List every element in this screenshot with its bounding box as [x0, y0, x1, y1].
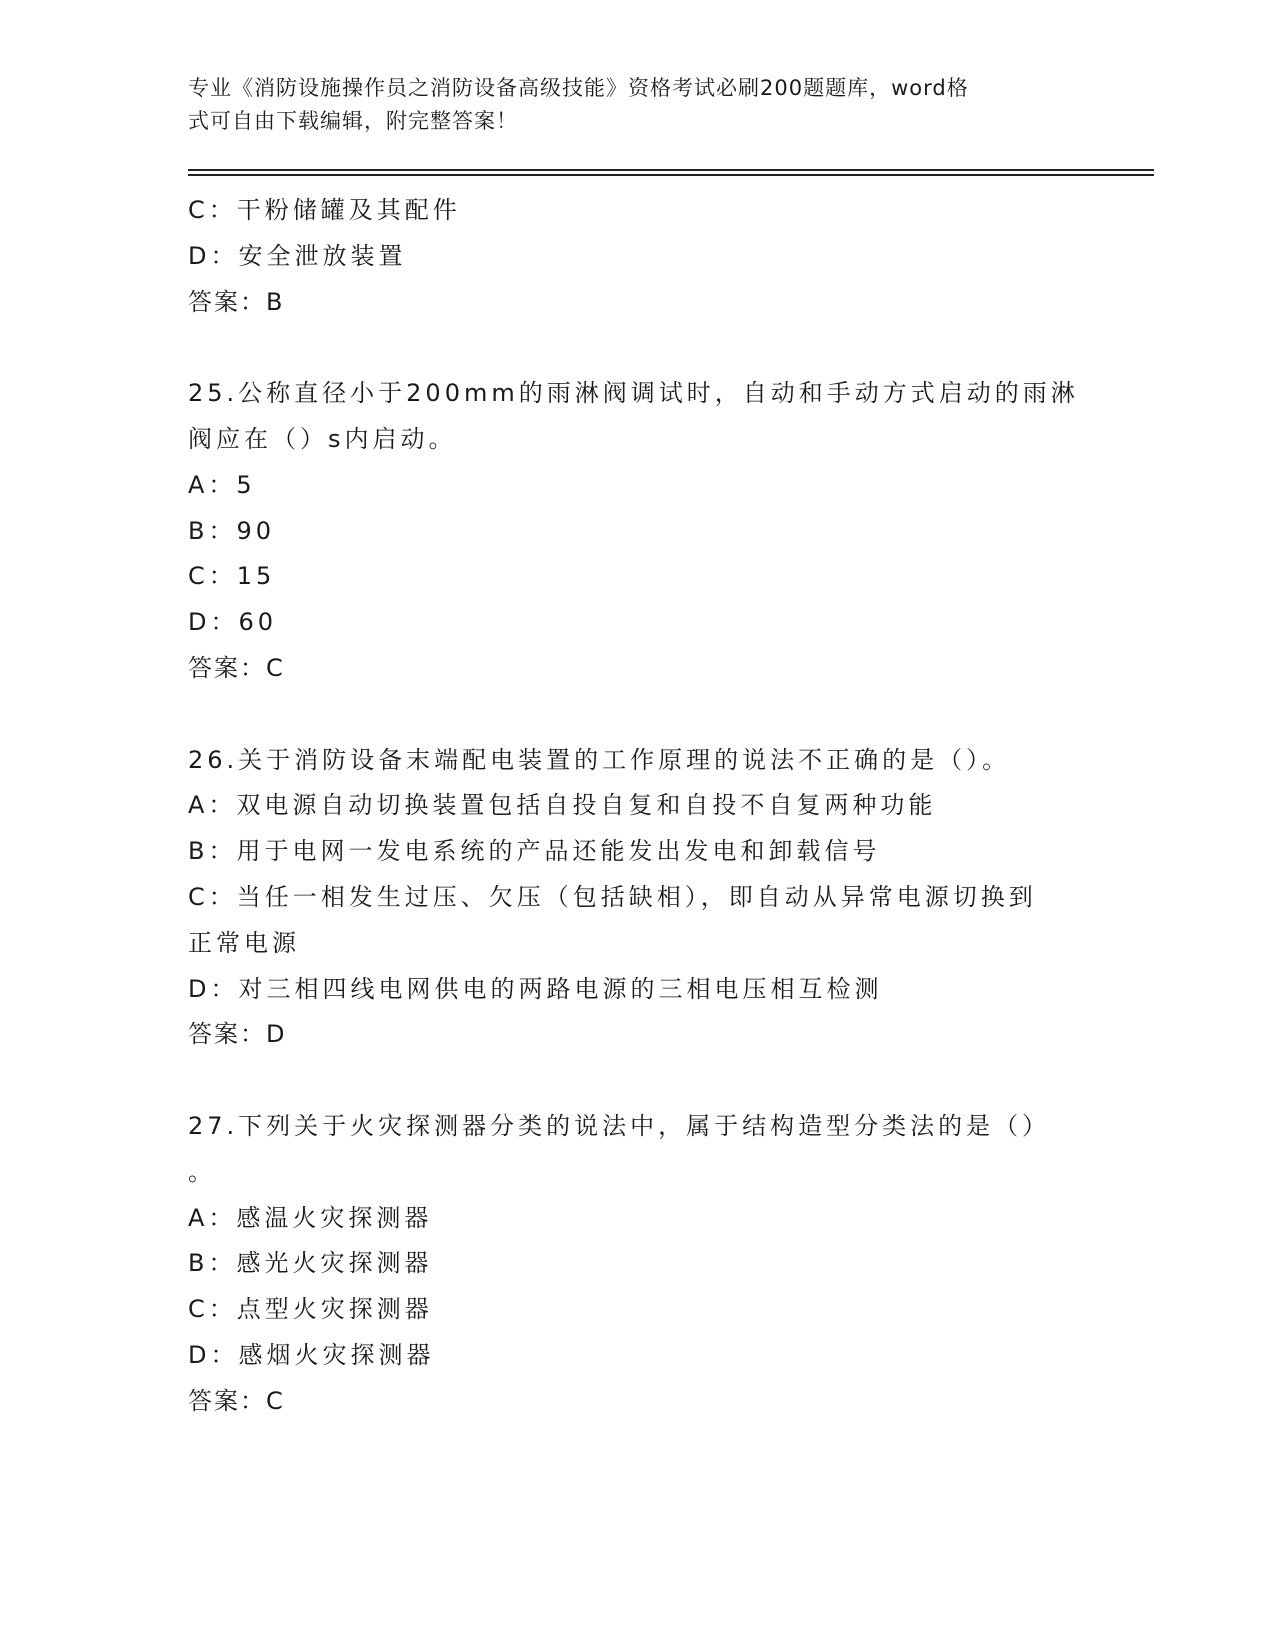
option-d: D：安全泄放装置 — [188, 241, 407, 270]
answer: 答案：C — [188, 653, 285, 682]
option-c: C：当任一相发生过压、欠压（包括缺相），即自动从异常电源切换到 — [188, 882, 1037, 911]
option-a: A：感温火灾探测器 — [188, 1203, 433, 1232]
document-body — [188, 188, 1088, 1425]
spacer — [188, 325, 1088, 371]
question-25 — [188, 371, 1088, 692]
answer: 答案：C — [188, 1386, 285, 1415]
option-b: B：90 — [188, 516, 276, 545]
option-d: D：60 — [188, 608, 278, 637]
header-line-2: 式可自由下载编辑，附完整答案！ — [188, 109, 518, 133]
option-b: B：用于电网一发电系统的产品还能发出发电和卸载信号 — [188, 837, 881, 866]
option-c: C：15 — [188, 562, 276, 591]
header-divider-top — [188, 169, 1154, 171]
option-d: D：感烟火灾探测器 — [188, 1340, 435, 1369]
question-stem: 25.公称直径小于200mm的雨淋阀调试时，自动和手动方式启动的雨淋 — [188, 379, 1079, 408]
question-stem: 。 — [188, 1157, 216, 1186]
option-c: C：干粉储罐及其配件 — [188, 196, 461, 224]
option-b: B：感光火灾探测器 — [188, 1249, 433, 1278]
question-27 — [188, 1104, 1088, 1425]
option-a: A：5 — [188, 470, 256, 499]
question-stem: 26.关于消防设备末端配电装置的工作原理的说法不正确的是（）。 — [188, 745, 1011, 774]
spacer — [188, 1058, 1088, 1104]
question-26 — [188, 738, 1088, 1059]
answer: 答案：D — [188, 1020, 287, 1049]
spacer — [188, 692, 1088, 738]
option-d: D：对三相四线电网供电的两路电源的三相电压相互检测 — [188, 974, 883, 1003]
question-stem: 阀应在（）s内启动。 — [188, 424, 457, 453]
option-c-continued: 正常电源 — [188, 928, 300, 957]
answer: 答案：B — [188, 287, 285, 316]
document-header — [188, 72, 1068, 138]
question-stem: 27.下列关于火灾探测器分类的说法中，属于结构造型分类法的是（） — [188, 1111, 1051, 1140]
previous-question-tail — [188, 188, 1088, 325]
option-a: A：双电源自动切换装置包括自投自复和自投不自复两种功能 — [188, 791, 937, 820]
header-line-1: 专业《消防设施操作员之消防设备高级技能》资格考试必刷200题题库，word格 — [188, 76, 969, 100]
option-c: C：点型火灾探测器 — [188, 1295, 433, 1324]
header-divider-bottom — [188, 174, 1154, 176]
